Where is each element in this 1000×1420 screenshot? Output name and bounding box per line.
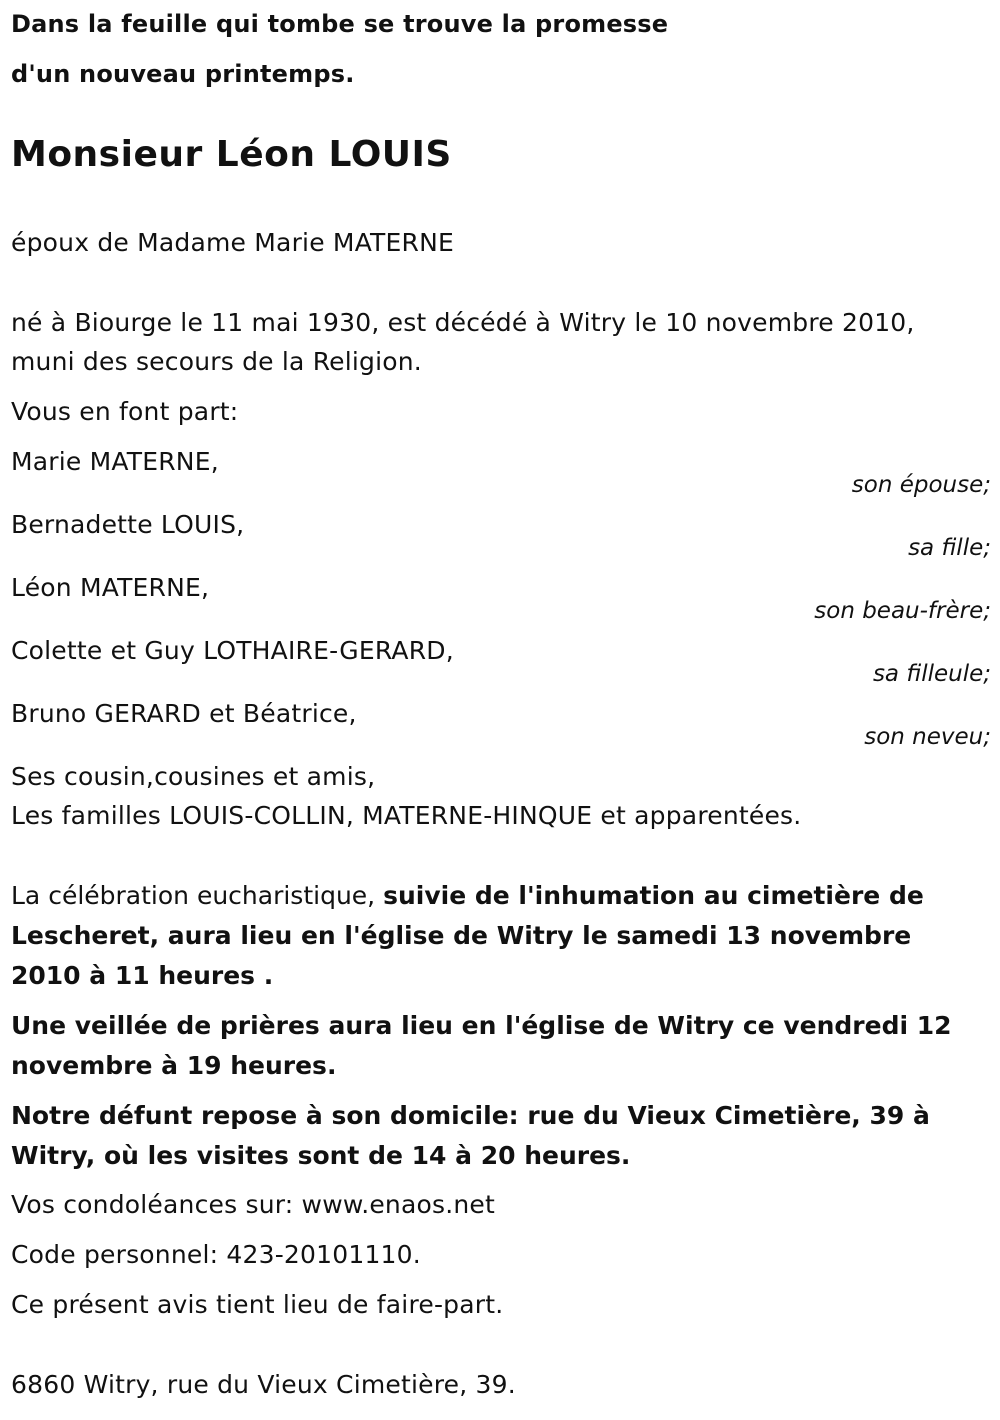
family-member-relation: son épouse;: [851, 472, 991, 498]
family-member-name: Marie MATERNE,: [11, 447, 219, 476]
ceremony-details: suivie de l'inhumation au cimetière de Lescheret, aura lieu en l'église de Witry le samedi 13 novembre 2010 à 11 heures .: [11, 881, 924, 990]
epigraph-line-1: Dans la feuille qui tombe se trouve la promesse: [11, 10, 669, 38]
family-member-name: Colette et Guy LOTHAIRE-GERARD,: [11, 636, 454, 665]
other-relatives-line: Ses cousin,cousines et amis,: [11, 762, 376, 791]
family-member-name: Léon MATERNE,: [11, 573, 210, 602]
condolences-line: Vos condoléances sur: www.enaos.net: [11, 1190, 495, 1219]
birth-death-line-1: né à Biourge le 11 mai 1930, est décédé à Witry le 10 novembre 2010,: [11, 308, 915, 337]
family-member-name: Bernadette LOUIS,: [11, 510, 245, 539]
family-member-relation: son neveu;: [864, 724, 991, 750]
spouse-line: époux de Madame Marie MATERNE: [11, 228, 454, 257]
families-line: Les familles LOUIS-COLLIN, MATERNE-HINQUE et apparentées.: [11, 801, 802, 830]
family-member-relation: sa fille;: [908, 535, 991, 561]
family-member-name: Bruno GERARD et Béatrice,: [11, 699, 357, 728]
notice-line: Ce présent avis tient lieu de faire-part.: [11, 1290, 504, 1319]
family-member-relation: son beau-frère;: [814, 598, 991, 624]
family-member-relation: sa filleule;: [872, 661, 991, 687]
repose-paragraph: Notre défunt repose à son domicile: rue du Vieux Cimetière, 39 à Witry, où les visites sont de 14 à 20 heures.: [11, 1101, 930, 1170]
birth-death-line-2: muni des secours de la Religion.: [11, 347, 422, 376]
personal-code-line: Code personnel: 423-20101110.: [11, 1240, 421, 1269]
epigraph-line-2: d'un nouveau printemps.: [11, 60, 355, 88]
ceremony-intro: La célébration eucharistique,: [11, 881, 384, 910]
address-line: 6860 Witry, rue du Vieux Cimetière, 39.: [11, 1370, 516, 1399]
deceased-name: Monsieur Léon LOUIS: [11, 134, 452, 175]
announcers-intro: Vous en font part:: [11, 397, 239, 426]
vigil-paragraph: Une veillée de prières aura lieu en l'église de Witry ce vendredi 12 novembre à 19 heures.: [11, 1011, 952, 1080]
ceremony-paragraph: [11, 876, 989, 996]
